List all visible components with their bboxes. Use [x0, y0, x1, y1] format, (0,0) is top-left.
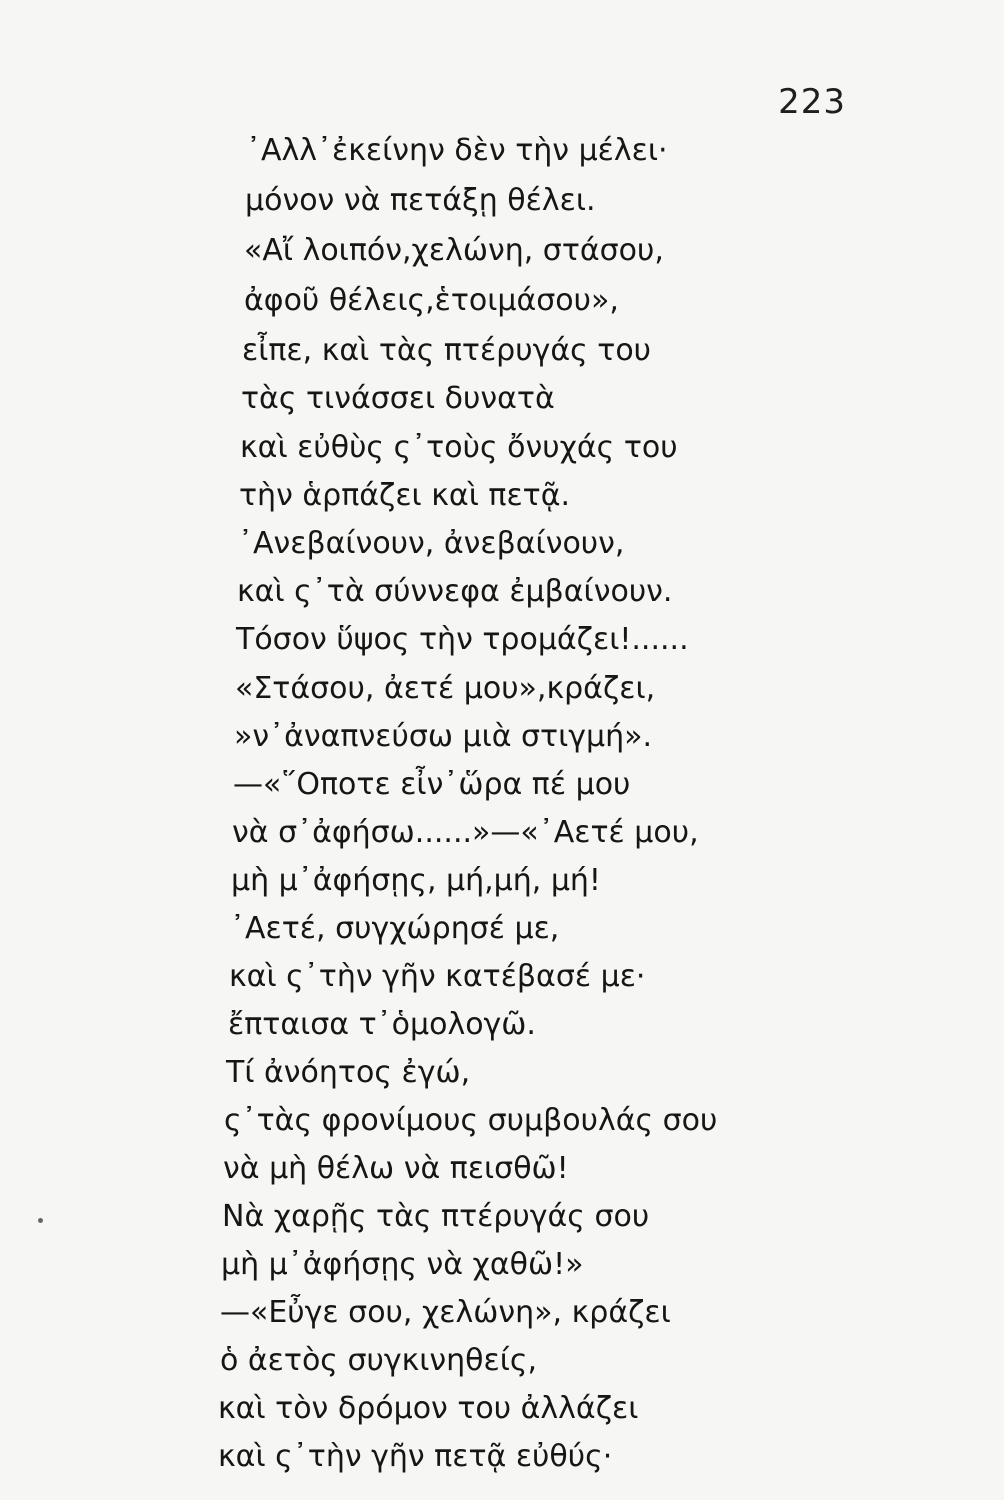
poem-line: νὰ σ᾿ἀφήσω......»—«᾿Αετέ μου,: [232, 815, 699, 850]
poem-line: καὶ τὸν δρόμον του ἀλλάζει: [218, 1391, 639, 1426]
poem-line: ὁ ἀετὸς συγκινηθείς,: [220, 1343, 538, 1378]
poem-line: καὶ ς᾿τὴν γῆν πετᾷ εὐθύς·: [218, 1439, 613, 1474]
poem-line: ἀφοῦ θέλεις,ἑτοιμάσου»,: [244, 283, 619, 318]
poem-line: Τί ἀνόητος ἐγώ,: [226, 1055, 471, 1090]
poem-line: »ν᾿ἀναπνεύσω μιὰ στιγμή».: [234, 719, 653, 754]
poem-line: ς᾿τὰς φρονίμους συμβουλάς σου: [224, 1103, 718, 1138]
poem-line: μὴ μ᾿ἀφήσῃς νὰ χαθῶ!»: [221, 1247, 584, 1282]
page-number: 223: [778, 82, 846, 122]
poem-line: μὴ μ᾿ἀφήσῃς, μή,μή, μή!: [231, 863, 601, 898]
poem-line: Νὰ χαρῇς τὰς πτέρυγάς σου: [222, 1199, 650, 1234]
poem-line: εἶπε, καὶ τὰς πτέρυγάς του: [242, 333, 652, 368]
poem-line: —«῞Οποτε εἶν᾿ὥρα πέ μου: [233, 767, 631, 802]
poem-line: ᾿Αετέ, συγχώρησέ με,: [230, 911, 560, 946]
ink-speck: [38, 1218, 43, 1223]
poem-line: ᾿Αλλ᾿ἐκείνην δὲν τὴν μέλει·: [246, 133, 668, 168]
poem-line: νὰ μὴ θέλω νὰ πεισθῶ!: [223, 1151, 569, 1186]
poem-line: μόνον νὰ πετάξῃ θέλει.: [245, 183, 596, 218]
poem-line: τὴν ἁρπάζει καὶ πετᾷ.: [239, 478, 571, 513]
poem-line: ἔπταισα τ᾿ὁμολογῶ.: [228, 1007, 536, 1042]
poem-line: —«Εὖγε σου, χελώνη», κράζει: [220, 1295, 671, 1330]
poem-line: ᾿Ανεβαίνουν, ἀνεβαίνουν,: [238, 526, 625, 561]
poem-line: «Στάσου, ἀετέ μου»,κράζει,: [235, 671, 656, 706]
poem-line: καὶ ς᾿τὰ σύννεφα ἐμβαίνουν.: [237, 574, 673, 609]
poem-line: καὶ εὐθὺς ς᾿τοὺς ὄνυχάς του: [240, 430, 678, 465]
poem-line: καὶ ς᾿τὴν γῆν κατέβασέ με·: [229, 959, 646, 994]
poem-line: Τόσον ὕψος τὴν τρομάζει!......: [236, 622, 689, 657]
poem-line: τὰς τινάσσει δυνατὰ: [241, 381, 555, 416]
poem-line: «Αἴ λοιπόν,χελώνη, στάσου,: [244, 233, 664, 268]
